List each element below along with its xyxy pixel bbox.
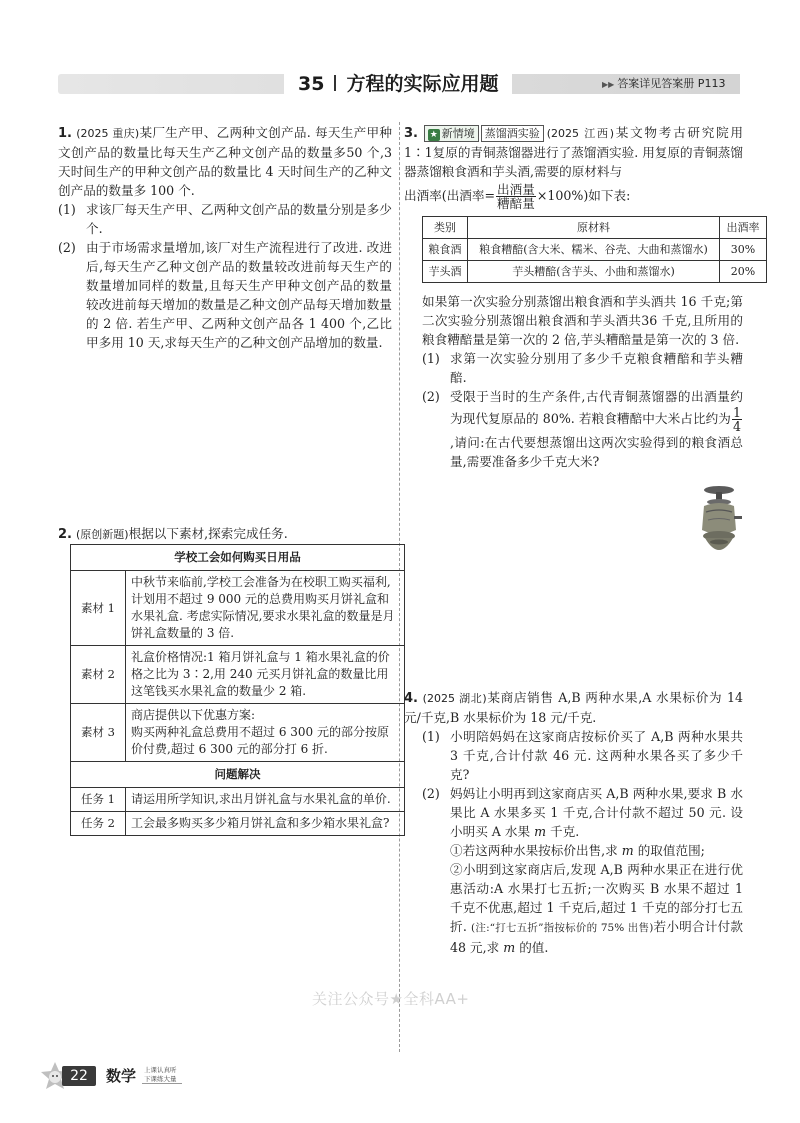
fraction-numerator: 1	[732, 405, 741, 420]
question-stem-continued: 如果第一次实验分别蒸馏出粮食酒和芋头酒共 16 千克;第二次实验分别蒸馏出粮食酒和芋头酒共36 千克,且所用的粮食糟醅量是第一次的 2 倍,芋头糟醅量是第一次的 3 倍.	[422, 294, 743, 347]
question-stem: 某厂生产甲、乙两种文创产品. 每天生产甲种文创产品的数量比每天生产乙种文创产品的数量多50 个,3 天时间生产的甲种文创产品的数量比 4 天时间生产的乙种文创产品的数量多 100 个.	[58, 125, 392, 198]
sub-question-1	[58, 200, 392, 238]
sub-question-1	[422, 349, 743, 387]
question-source: (2025 重庆)	[76, 127, 140, 140]
question-number: 2.	[58, 527, 72, 542]
bronze-distiller-image	[694, 482, 744, 564]
table-row	[71, 646, 405, 704]
row-label: 任务 1	[71, 788, 126, 812]
table-cell: 芋头酒	[423, 261, 468, 283]
tag-text: 新情境	[441, 127, 475, 140]
unit-number: 35	[298, 73, 325, 95]
variable-m: m	[621, 843, 634, 858]
row-label: 素材 1	[71, 571, 126, 646]
formula-suffix: ×100%)如下表:	[536, 188, 631, 203]
sub-label: (2)	[422, 786, 440, 801]
question-stem: 根据以下素材,探索完成任务.	[128, 526, 288, 541]
new-context-tag	[424, 125, 479, 142]
sub-text: 千克.	[546, 824, 580, 839]
sub-item-1	[422, 841, 743, 860]
question-number: 4.	[404, 691, 418, 706]
rate-fraction	[496, 183, 536, 210]
table-row	[423, 239, 767, 261]
footer-rule	[142, 1083, 182, 1084]
task-table	[70, 544, 405, 836]
topic-tag: 蒸馏酒实验	[481, 125, 544, 142]
table-cell: 粮食糟醅(含大米、糯米、谷壳、大曲和蒸馏水)	[468, 239, 720, 261]
row-text: 请运用所学知识,求出月饼礼盒与水果礼盒的单价.	[126, 788, 405, 812]
column-header: 类别	[423, 217, 468, 239]
row-label: 素材 3	[71, 704, 126, 762]
task-table-wrapper	[70, 544, 405, 836]
sub-text: ②小明到这家商店后,发现 A,B 两种水果正在进行优惠活动:A 水果打七五折;一次购买 B 水果不超过 1 千克不优惠,超过 1 千克后,超过 1 千克的部分打七五折.	[450, 862, 743, 934]
sub-label: (1)	[422, 729, 440, 744]
question-4	[404, 688, 743, 957]
fraction-denominator: 4	[732, 419, 741, 434]
table-cell: 30%	[720, 239, 767, 261]
column-header: 原材料	[468, 217, 720, 239]
star-icon: ★	[429, 130, 438, 140]
sub-text: 若小明合计付款 48 元,求	[450, 919, 744, 955]
unit-title: 方程的实际应用题	[346, 73, 499, 95]
question-number: 1.	[58, 126, 72, 141]
fraction-numerator: 出酒量	[497, 182, 535, 197]
sub-label: (1)	[422, 351, 440, 366]
page-number: 22	[62, 1066, 96, 1086]
page-title	[284, 70, 512, 98]
table-header-row	[423, 217, 767, 239]
note-text: (注:“打七五折”指按标价的 75% 出售)	[471, 922, 654, 934]
row-text: 商店提供以下优惠方案: 购买两种礼盒总费用不超过 6 300 元的部分按原价付费,超过 6 300 元的部分打 6 折.	[126, 704, 405, 762]
table-cell: 粮食酒	[423, 239, 468, 261]
sub-text: ,请问:在古代要想蒸馏出这两次实验得到的粮食酒总量,需要准备多少千克大米?	[450, 435, 743, 469]
sub-question-2	[422, 784, 743, 841]
sub-question-2	[422, 387, 743, 471]
sub-text: 受限于当时的生产条件,古代青铜蒸馏器的出酒量约为现代复原品的 80%. 若粮食糟醅中大米占比约	[450, 389, 743, 426]
question-source: (原创新题)	[76, 528, 129, 541]
sub-label: (2)	[422, 389, 440, 404]
row-label: 素材 2	[71, 646, 126, 704]
answer-reference-text: 答案详见答案册 P113	[617, 77, 726, 90]
variable-m: m	[534, 824, 547, 839]
answer-reference	[594, 74, 729, 94]
sub-text: 小明陪妈妈在这家商店按标价买了 A,B 两种水果共 3 千克,合计付款 46 元. 这两种水果各买了多少千克?	[450, 729, 743, 782]
question-stem: 某商店销售 A,B 两种水果,A 水果标价为 14 元/千克,B 水果标价为 18 元/千克.	[404, 690, 743, 725]
table-title: 学校工会如何购买日用品	[71, 545, 405, 571]
sub-item-2	[422, 860, 743, 957]
ratio-fraction	[732, 406, 742, 433]
footer-tagline	[144, 1066, 177, 1084]
table-row	[71, 788, 405, 812]
row-text: 工会最多购买多少箱月饼礼盒和多少箱水果礼盒?	[126, 812, 405, 836]
sub-question-1	[422, 727, 743, 784]
sub-text: 由于市场需求量增加,该厂对生产流程进行了改进. 改进后,每天生产乙种文创产品的数量较改进前每天生产的数量增加同样的数量,且每天生产甲种文创产品的数量较改进前每天增加的数量是乙种文创产品每天增加数量的 2 倍. 若生产甲、乙两种文创产品各 1 400 个,乙比甲多用 10 天,求每天生产的乙种文创产品增加的数量.	[86, 240, 392, 350]
sub-text: 的取值范围;	[633, 843, 705, 858]
tagline-line-1: 上课认真听	[144, 1066, 177, 1074]
sub-text: 的值.	[515, 940, 549, 955]
sub-text: 为	[718, 411, 731, 426]
row-text: 礼盒价格情况:1 箱月饼礼盒与 1 箱水果礼盒的价格之比为 3∶2,用 240 元买月饼礼盒的数量比用这笔钱买水果礼盒的数量少 2 箱.	[126, 646, 405, 704]
row-label: 任务 2	[71, 812, 126, 836]
watermark: 关注公众号★全科AA+	[312, 990, 470, 1008]
question-stem: 某文物考古研究院用 1∶1复原的青铜蒸馏器进行了蒸馏酒实验. 用复原的青铜蒸馏器蒸馏粮食酒和芋头酒,需要的原材料与	[404, 125, 744, 179]
table-row	[71, 571, 405, 646]
question-source: (2025 湖北)	[422, 692, 487, 705]
sub-label: (2)	[58, 240, 76, 255]
section-title: 问题解决	[71, 762, 405, 788]
question-2	[58, 524, 392, 544]
question-number: 3.	[404, 126, 418, 141]
table-cell: 芋头糟醅(含芋头、小曲和蒸馏水)	[468, 261, 720, 283]
variable-m: m	[503, 940, 516, 955]
sub-text: 求第一次实验分别用了多少千克粮食糟醅和芋头糟醅.	[450, 351, 743, 385]
fraction-denominator: 糟醅量	[497, 196, 535, 211]
question-source: (2025 江西)	[546, 127, 615, 140]
question-3	[404, 123, 743, 210]
formula-prefix: 出酒率(出酒率=	[404, 188, 496, 203]
title-separator	[334, 75, 336, 91]
sub-text: 妈妈让小明再到这家商店买 A,B 两种水果,要求 B 水果比 A 水果多买 1 千克,合计付款不超过 50 元. 设小明买 A 水果	[450, 786, 743, 839]
column-header: 出酒率	[720, 217, 767, 239]
tagline-line-2: 下课练大量	[144, 1075, 177, 1083]
subject-label: 数学	[106, 1067, 137, 1085]
table-cell: 20%	[720, 261, 767, 283]
sub-question-2	[58, 238, 392, 352]
question-1	[58, 123, 392, 352]
sub-label: (1)	[58, 202, 76, 217]
table-row	[71, 704, 405, 762]
sub-text: 求该厂每天生产甲、乙两种文创产品的数量分别是多少个.	[86, 202, 392, 236]
sub-text: ①若这两种水果按标价出售,求	[450, 843, 622, 858]
play-arrow-icon: ▶▶	[602, 80, 615, 89]
table-row	[423, 261, 767, 283]
material-table	[422, 216, 767, 283]
question-3-continued	[422, 292, 743, 471]
material-table-wrapper	[422, 216, 767, 283]
table-row	[71, 812, 405, 836]
row-text: 中秋节来临前,学校工会准备为在校职工购买福利,计划用不超过 9 000 元的总费用购买月饼礼盒和水果礼盒. 考虑实际情况,要求水果礼盒的数量是月饼礼盒数量的 3 倍.	[126, 571, 405, 646]
